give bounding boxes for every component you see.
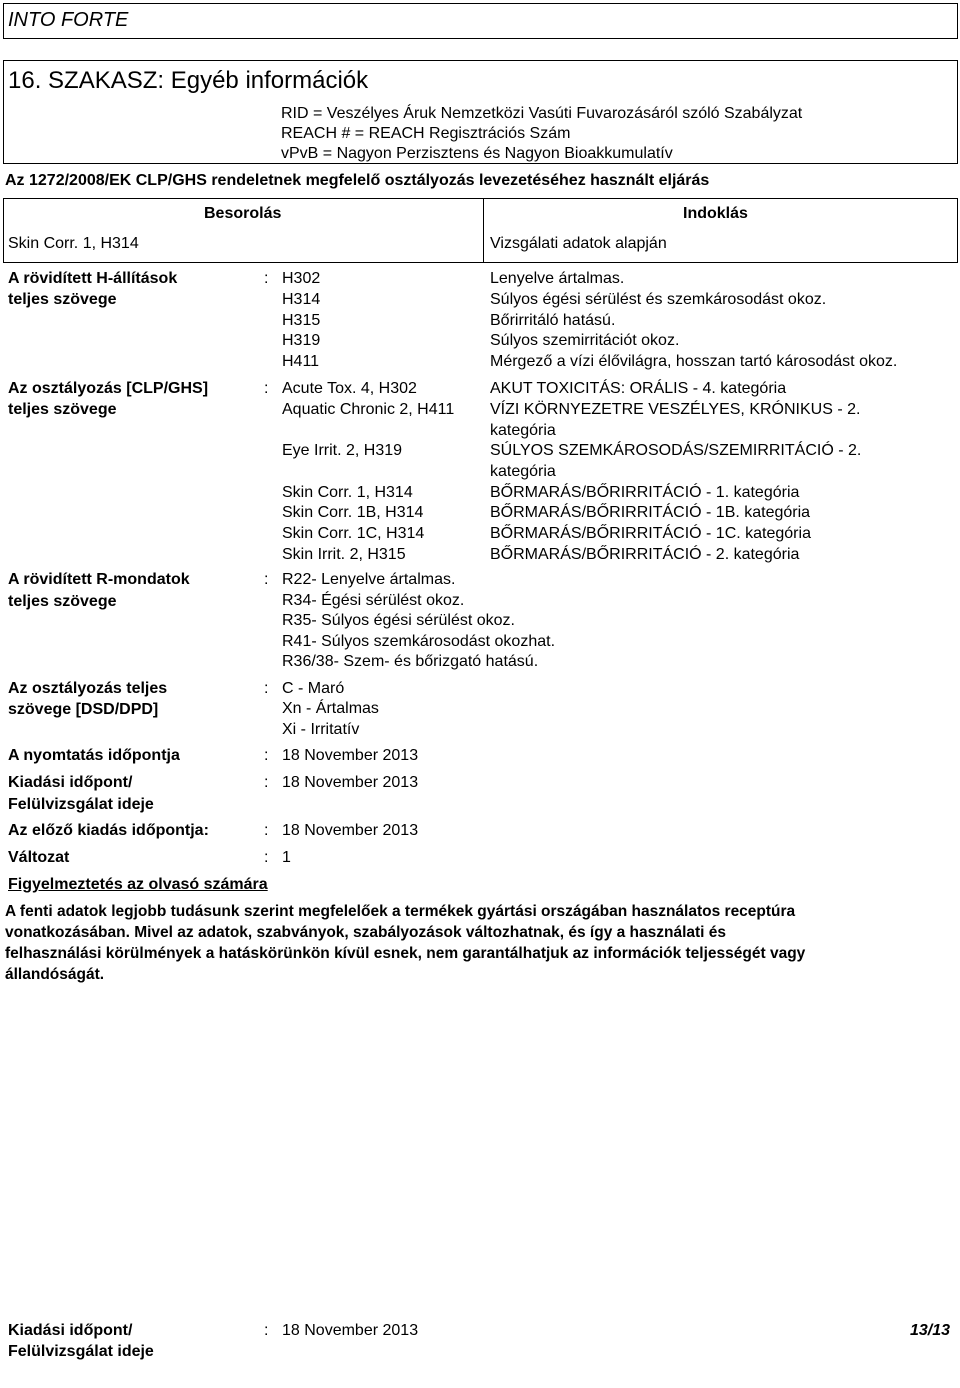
product-name: INTO FORTE xyxy=(8,9,129,31)
h-text: Mérgező a vízi élővilágra, hosszan tartó károsodást okoz. xyxy=(490,353,898,370)
version-label: Változat xyxy=(8,849,70,866)
h-code: H319 xyxy=(282,332,321,349)
clp-code: Acute Tox. 4, H302 xyxy=(282,380,417,397)
h-code: H302 xyxy=(282,270,321,287)
dsd-label-2: szövege [DSD/DPD] xyxy=(8,701,159,718)
clp-text: BŐRMARÁS/BŐRIRRITÁCIÓ - 1B. kategória xyxy=(490,504,811,521)
print-date-value: 18 November 2013 xyxy=(282,747,419,764)
clp-text: BŐRMARÁS/BŐRIRRITÁCIÓ - 1C. kategória xyxy=(490,525,811,542)
clp-text-cont: kategória xyxy=(490,463,556,480)
footer-issue-label-2: Felülvizsgálat ideje xyxy=(8,1343,154,1360)
abbrev-rid: RID = Veszélyes Áruk Nemzetközi Vasúti Fuvarozásáról szóló Szabályzat xyxy=(281,105,803,122)
h-text: Súlyos szemirritációt okoz. xyxy=(490,332,680,349)
r-phrases-label-2: teljes szövege xyxy=(8,593,117,610)
clp-text: AKUT TOXICITÁS: ORÁLIS - 4. kategória xyxy=(490,380,787,397)
clp-text: SÚLYOS SZEMKÁROSODÁS/SZEMIRRITÁCIÓ - 2. xyxy=(490,442,862,459)
version-colon: : xyxy=(264,849,269,866)
previous-issue-colon: : xyxy=(264,822,269,839)
clp-colon: : xyxy=(264,380,269,397)
r-phrases-colon: : xyxy=(264,571,269,588)
col-justification-header: Indoklás xyxy=(683,205,748,222)
issue-date-value: 18 November 2013 xyxy=(282,774,419,791)
clp-code: Skin Corr. 1, H314 xyxy=(282,484,413,501)
notice-line: felhasználási körülmények a hatáskörünkön kívül esnek, nem garantálhatjuk az információk teljességét vagy xyxy=(5,945,806,962)
abbrev-vpvb: vPvB = Nagyon Perzisztens és Nagyon Bioakkumulatív xyxy=(281,145,673,162)
r-phrase: R41- Súlyos szemkárosodást okozhat. xyxy=(282,633,556,650)
clp-code: Skin Irrit. 2, H315 xyxy=(282,546,406,563)
dsd-label: Az osztályozás teljes xyxy=(8,680,168,697)
clp-label: Az osztályozás [CLP/GHS] xyxy=(8,380,209,397)
h-text: Bőrirritáló hatású. xyxy=(490,312,616,329)
h-code: H411 xyxy=(282,353,320,370)
notice-line: vonatkozásában. Mivel az adatok, szabványok, szabályozások változhatnak, és így a használati és xyxy=(5,924,727,941)
print-date-label: A nyomtatás időpontja xyxy=(8,747,180,764)
dsd-item: Xn - Ártalmas xyxy=(282,700,379,717)
h-text: Súlyos égési sérülést és szemkárosodást okoz. xyxy=(490,291,827,308)
dsd-colon: : xyxy=(264,680,269,697)
issue-date-label-2: Felülvizsgálat ideje xyxy=(8,796,154,813)
notice-line: A fenti adatok legjobb tudásunk szerint megfelelőek a termékek gyártási országában használatos receptúra xyxy=(5,903,796,920)
issue-date-colon: : xyxy=(264,774,269,791)
dsd-item: C - Maró xyxy=(282,680,345,697)
previous-issue-label: Az előző kiadás időpontja: xyxy=(8,822,209,839)
clp-text-cont: kategória xyxy=(490,422,556,439)
r-phrase: R22- Lenyelve ártalmas. xyxy=(282,571,456,588)
h-statements-label: A rövidített H-állítások xyxy=(8,270,178,287)
clp-text: BŐRMARÁS/BŐRIRRITÁCIÓ - 1. kategória xyxy=(490,484,800,501)
clp-code: Eye Irrit. 2, H319 xyxy=(282,442,403,459)
clp-code: Aquatic Chronic 2, H411 xyxy=(282,401,455,418)
col-classification-header: Besorolás xyxy=(204,205,282,222)
h-text: Lenyelve ártalmas. xyxy=(490,270,625,287)
print-date-colon: : xyxy=(264,747,269,764)
h-code: H314 xyxy=(282,291,321,308)
page-number: 13/13 xyxy=(909,1322,950,1339)
section-title: 16. SZAKASZ: Egyéb információk xyxy=(8,67,369,94)
procedure-title: Az 1272/2008/EK CLP/GHS rendeletnek megfelelő osztályozás levezetéséhez használt eljárás xyxy=(5,172,710,189)
clp-code: Skin Corr. 1B, H314 xyxy=(282,504,424,521)
h-code: H315 xyxy=(282,312,321,329)
classification-value: Skin Corr. 1, H314 xyxy=(8,235,139,252)
notice-line: állandóságát. xyxy=(5,966,105,983)
issue-date-label: Kiadási időpont/ xyxy=(8,774,133,791)
abbrev-reach: REACH # = REACH Regisztrációs Szám xyxy=(281,125,571,142)
r-phrase: R36/38- Szem- és bőrizgató hatású. xyxy=(282,653,539,670)
clp-code: Skin Corr. 1C, H314 xyxy=(282,525,425,542)
notice-title: Figyelmeztetés az olvasó számára xyxy=(8,876,268,893)
dsd-item: Xi - Irritatív xyxy=(282,721,360,738)
r-phrase: R34- Égési sérülést okoz. xyxy=(282,592,465,609)
justification-value: Vizsgálati adatok alapján xyxy=(490,235,667,252)
previous-issue-value: 18 November 2013 xyxy=(282,822,419,839)
clp-text: BŐRMARÁS/BŐRIRRITÁCIÓ - 2. kategória xyxy=(490,546,800,563)
footer-issue-value: 18 November 2013 xyxy=(282,1322,419,1339)
clp-label-2: teljes szövege xyxy=(8,401,117,418)
r-phrases-label: A rövidített R-mondatok xyxy=(8,571,190,588)
h-statements-colon: : xyxy=(264,270,269,287)
footer-issue-label: Kiadási időpont/ xyxy=(8,1322,133,1339)
clp-text: VÍZI KÖRNYEZETRE VESZÉLYES, KRÓNIKUS - 2. xyxy=(490,401,861,418)
r-phrase: R35- Súlyos égési sérülést okoz. xyxy=(282,612,515,629)
footer-colon: : xyxy=(264,1322,269,1339)
version-value: 1 xyxy=(282,849,291,866)
h-statements-label-2: teljes szövege xyxy=(8,291,117,308)
header-box xyxy=(3,3,958,39)
